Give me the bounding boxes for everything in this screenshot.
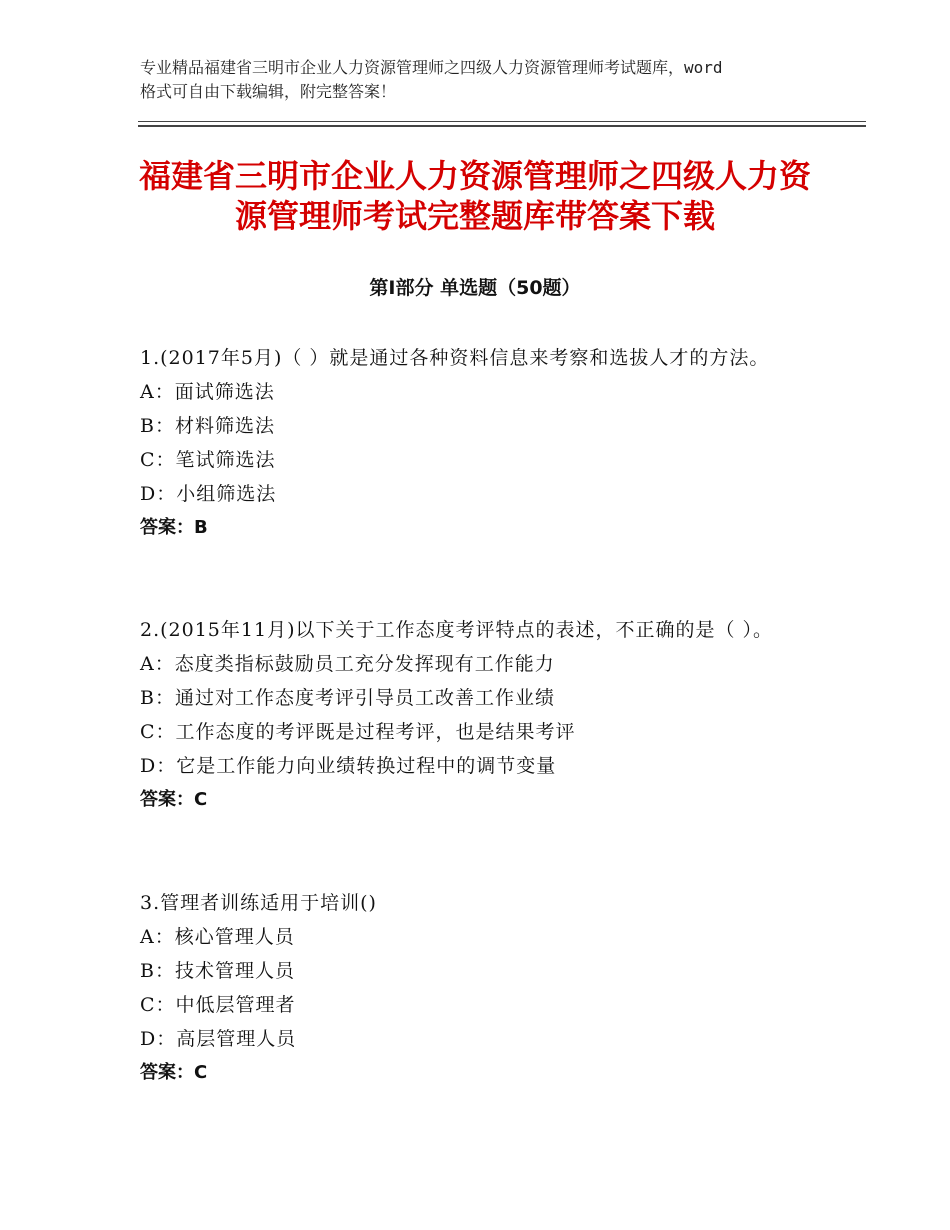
option-c: C：中低层管理者 [140,994,296,1016]
question-3 [140,886,800,1090]
question-stem: 2.(2015年11月)以下关于工作态度考评特点的表述，不正确的是（ ）。 [140,619,774,641]
header-divider-thick [138,125,866,127]
option-a: A：态度类指标鼓励员工充分发挥现有工作能力 [140,653,555,675]
header-divider [138,121,866,122]
question-stem: 3.管理者训练适用于培训() [140,892,377,914]
answer: 答案：B [140,517,208,538]
option-c: C：笔试筛选法 [140,449,276,471]
option-a: A：核心管理人员 [140,926,295,948]
option-d: D：高层管理人员 [140,1028,297,1050]
option-d: D：它是工作能力向业绩转换过程中的调节变量 [140,755,557,777]
question-1 [140,341,800,545]
option-c: C：工作态度的考评既是过程考评，也是结果考评 [140,721,576,743]
option-b: B：材料筛选法 [140,415,275,437]
answer: 答案：C [140,789,208,810]
question-stem: 1.(2017年5月)（ ）就是通过各种资料信息来考察和选拔人才的方法。 [140,347,770,369]
option-d: D：小组筛选法 [140,483,277,505]
answer: 答案：C [140,1062,208,1083]
option-b: B：通过对工作态度考评引导员工改善工作业绩 [140,687,555,709]
option-a: A：面试筛选法 [140,381,275,403]
header-note: 专业精品福建省三明市企业人力资源管理师之四级人力资源管理师考试题库，word 格式可自由下载编辑，附完整答案！ [140,58,723,101]
section-heading: 第Ⅰ部分 单选题（50题） [369,277,581,299]
question-2 [140,613,800,817]
option-b: B：技术管理人员 [140,960,295,982]
document-title: 福建省三明市企业人力资源管理师之四级人力资源管理师考试完整题库带答案下载 [138,157,811,235]
